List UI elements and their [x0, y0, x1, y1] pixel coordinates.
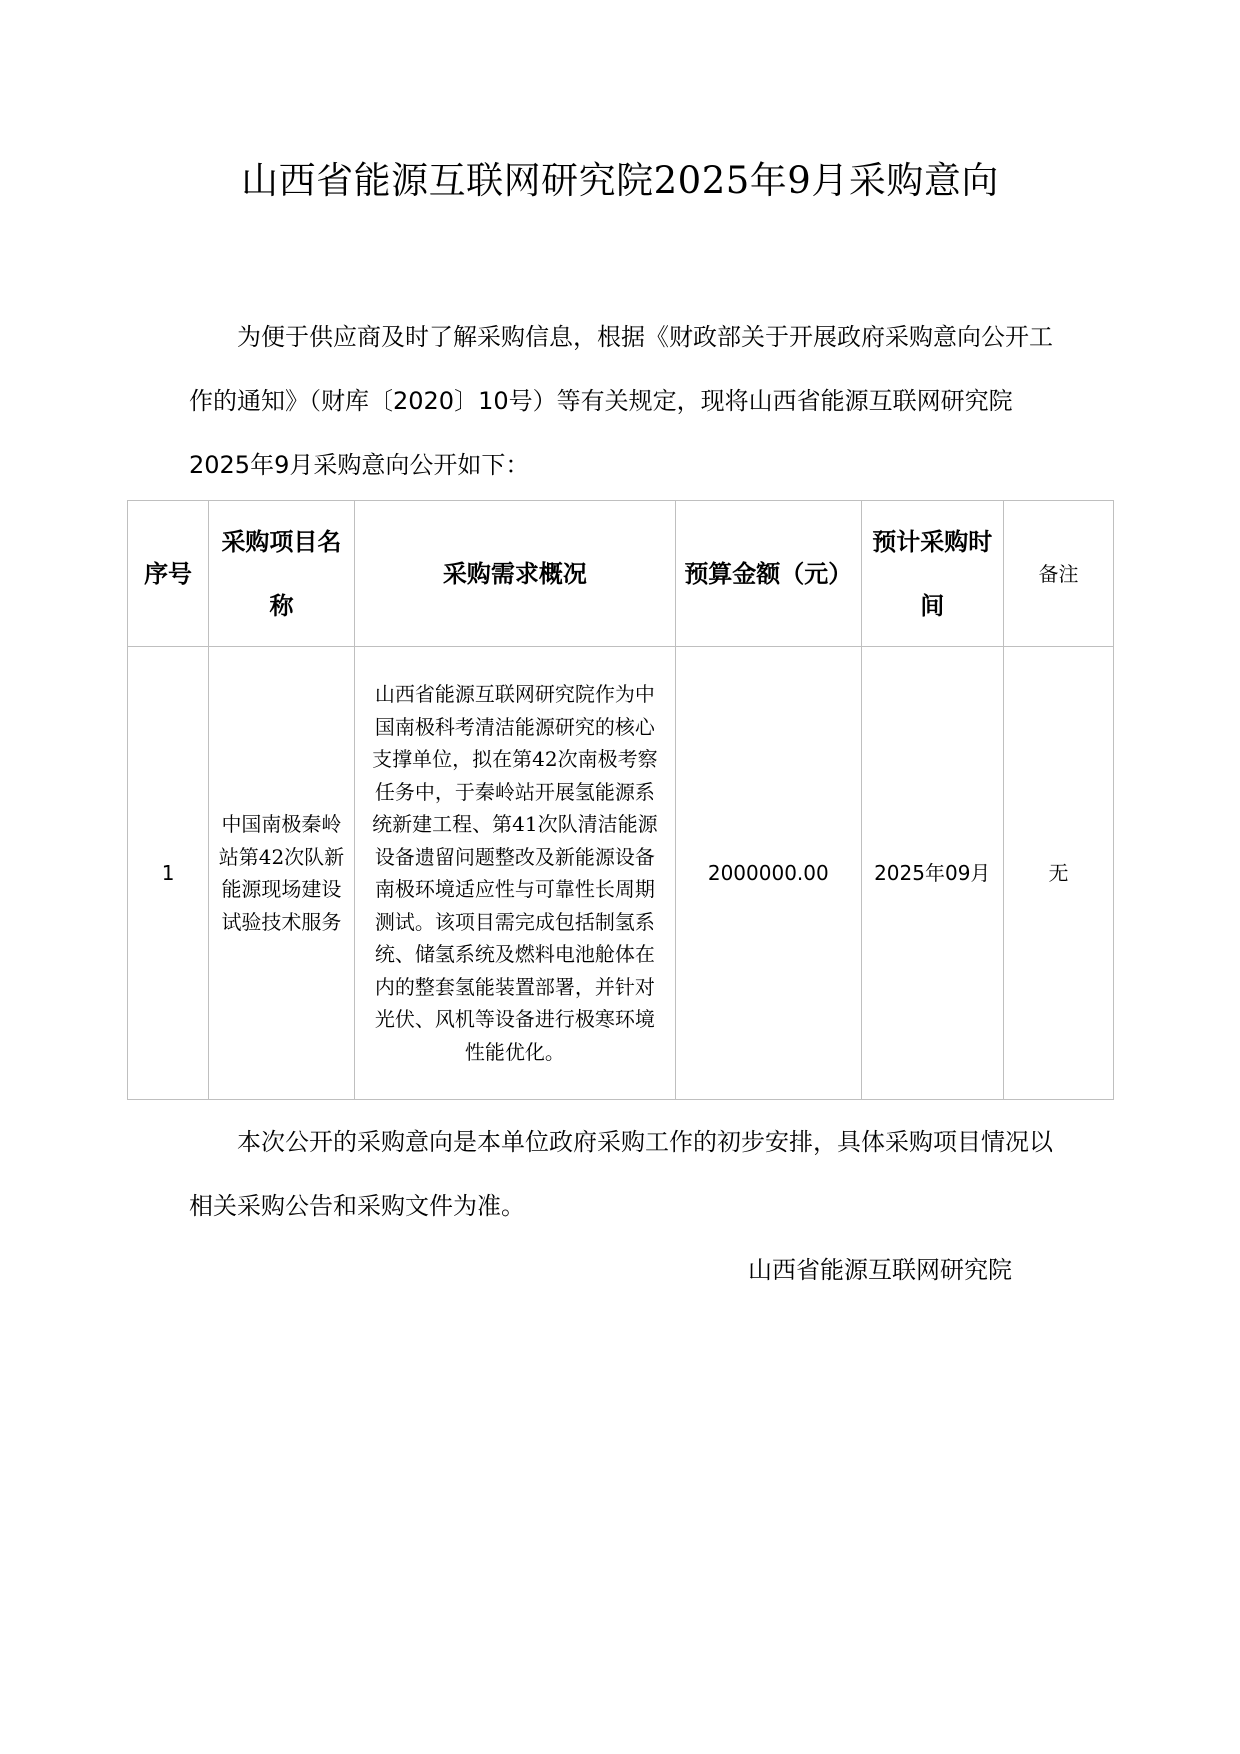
header-time: 预计采购时间: [861, 501, 1003, 647]
header-budget: 预算金额（元）: [676, 501, 862, 647]
header-name: 采购项目名称: [209, 501, 355, 647]
cell-budget: 2000000.00: [676, 647, 862, 1100]
header-note: 备注: [1003, 501, 1113, 647]
procurement-table: [127, 500, 1114, 1100]
table-row: [128, 647, 1114, 1100]
cell-seq: 1: [128, 647, 209, 1100]
header-seq: 序号: [128, 501, 209, 647]
header-desc: 采购需求概况: [354, 501, 675, 647]
cell-name: 中国南极秦岭站第42次队新能源现场建设试验技术服务: [209, 647, 355, 1100]
cell-note: 无: [1003, 647, 1113, 1100]
outro-paragraph: 本次公开的采购意向是本单位政府采购工作的初步安排，具体采购项目情况以相关采购公告和采购文件为准。: [189, 1128, 1053, 1220]
table-header-row: [128, 501, 1114, 647]
page-title: 山西省能源互联网研究院2025年9月采购意向: [241, 159, 999, 202]
intro-paragraph: 为便于供应商及时了解采购信息，根据《财政部关于开展政府采购意向公开工作的通知》（财库〔2020〕10号）等有关规定，现将山西省能源互联网研究院2025年9月采购意向公开如下：: [189, 323, 1053, 479]
cell-desc: 山西省能源互联网研究院作为中国南极科考清洁能源研究的核心支撑单位，拟在第42次南极考察任务中，于秦岭站开展氢能源系统新建工程、第41次队清洁能源设备遗留问题整改及新能源设备南极环境适应性与可靠性长周期测试。该项目需完成包括制氢系统、储氢系统及燃料电池舱体在内的整套氢能装置部署，并针对光伏、风机等设备进行极寒环境性能优化。: [354, 647, 675, 1100]
organization-signature: 山西省能源互联网研究院: [748, 1256, 1012, 1284]
cell-time: 2025年09月: [861, 647, 1003, 1100]
